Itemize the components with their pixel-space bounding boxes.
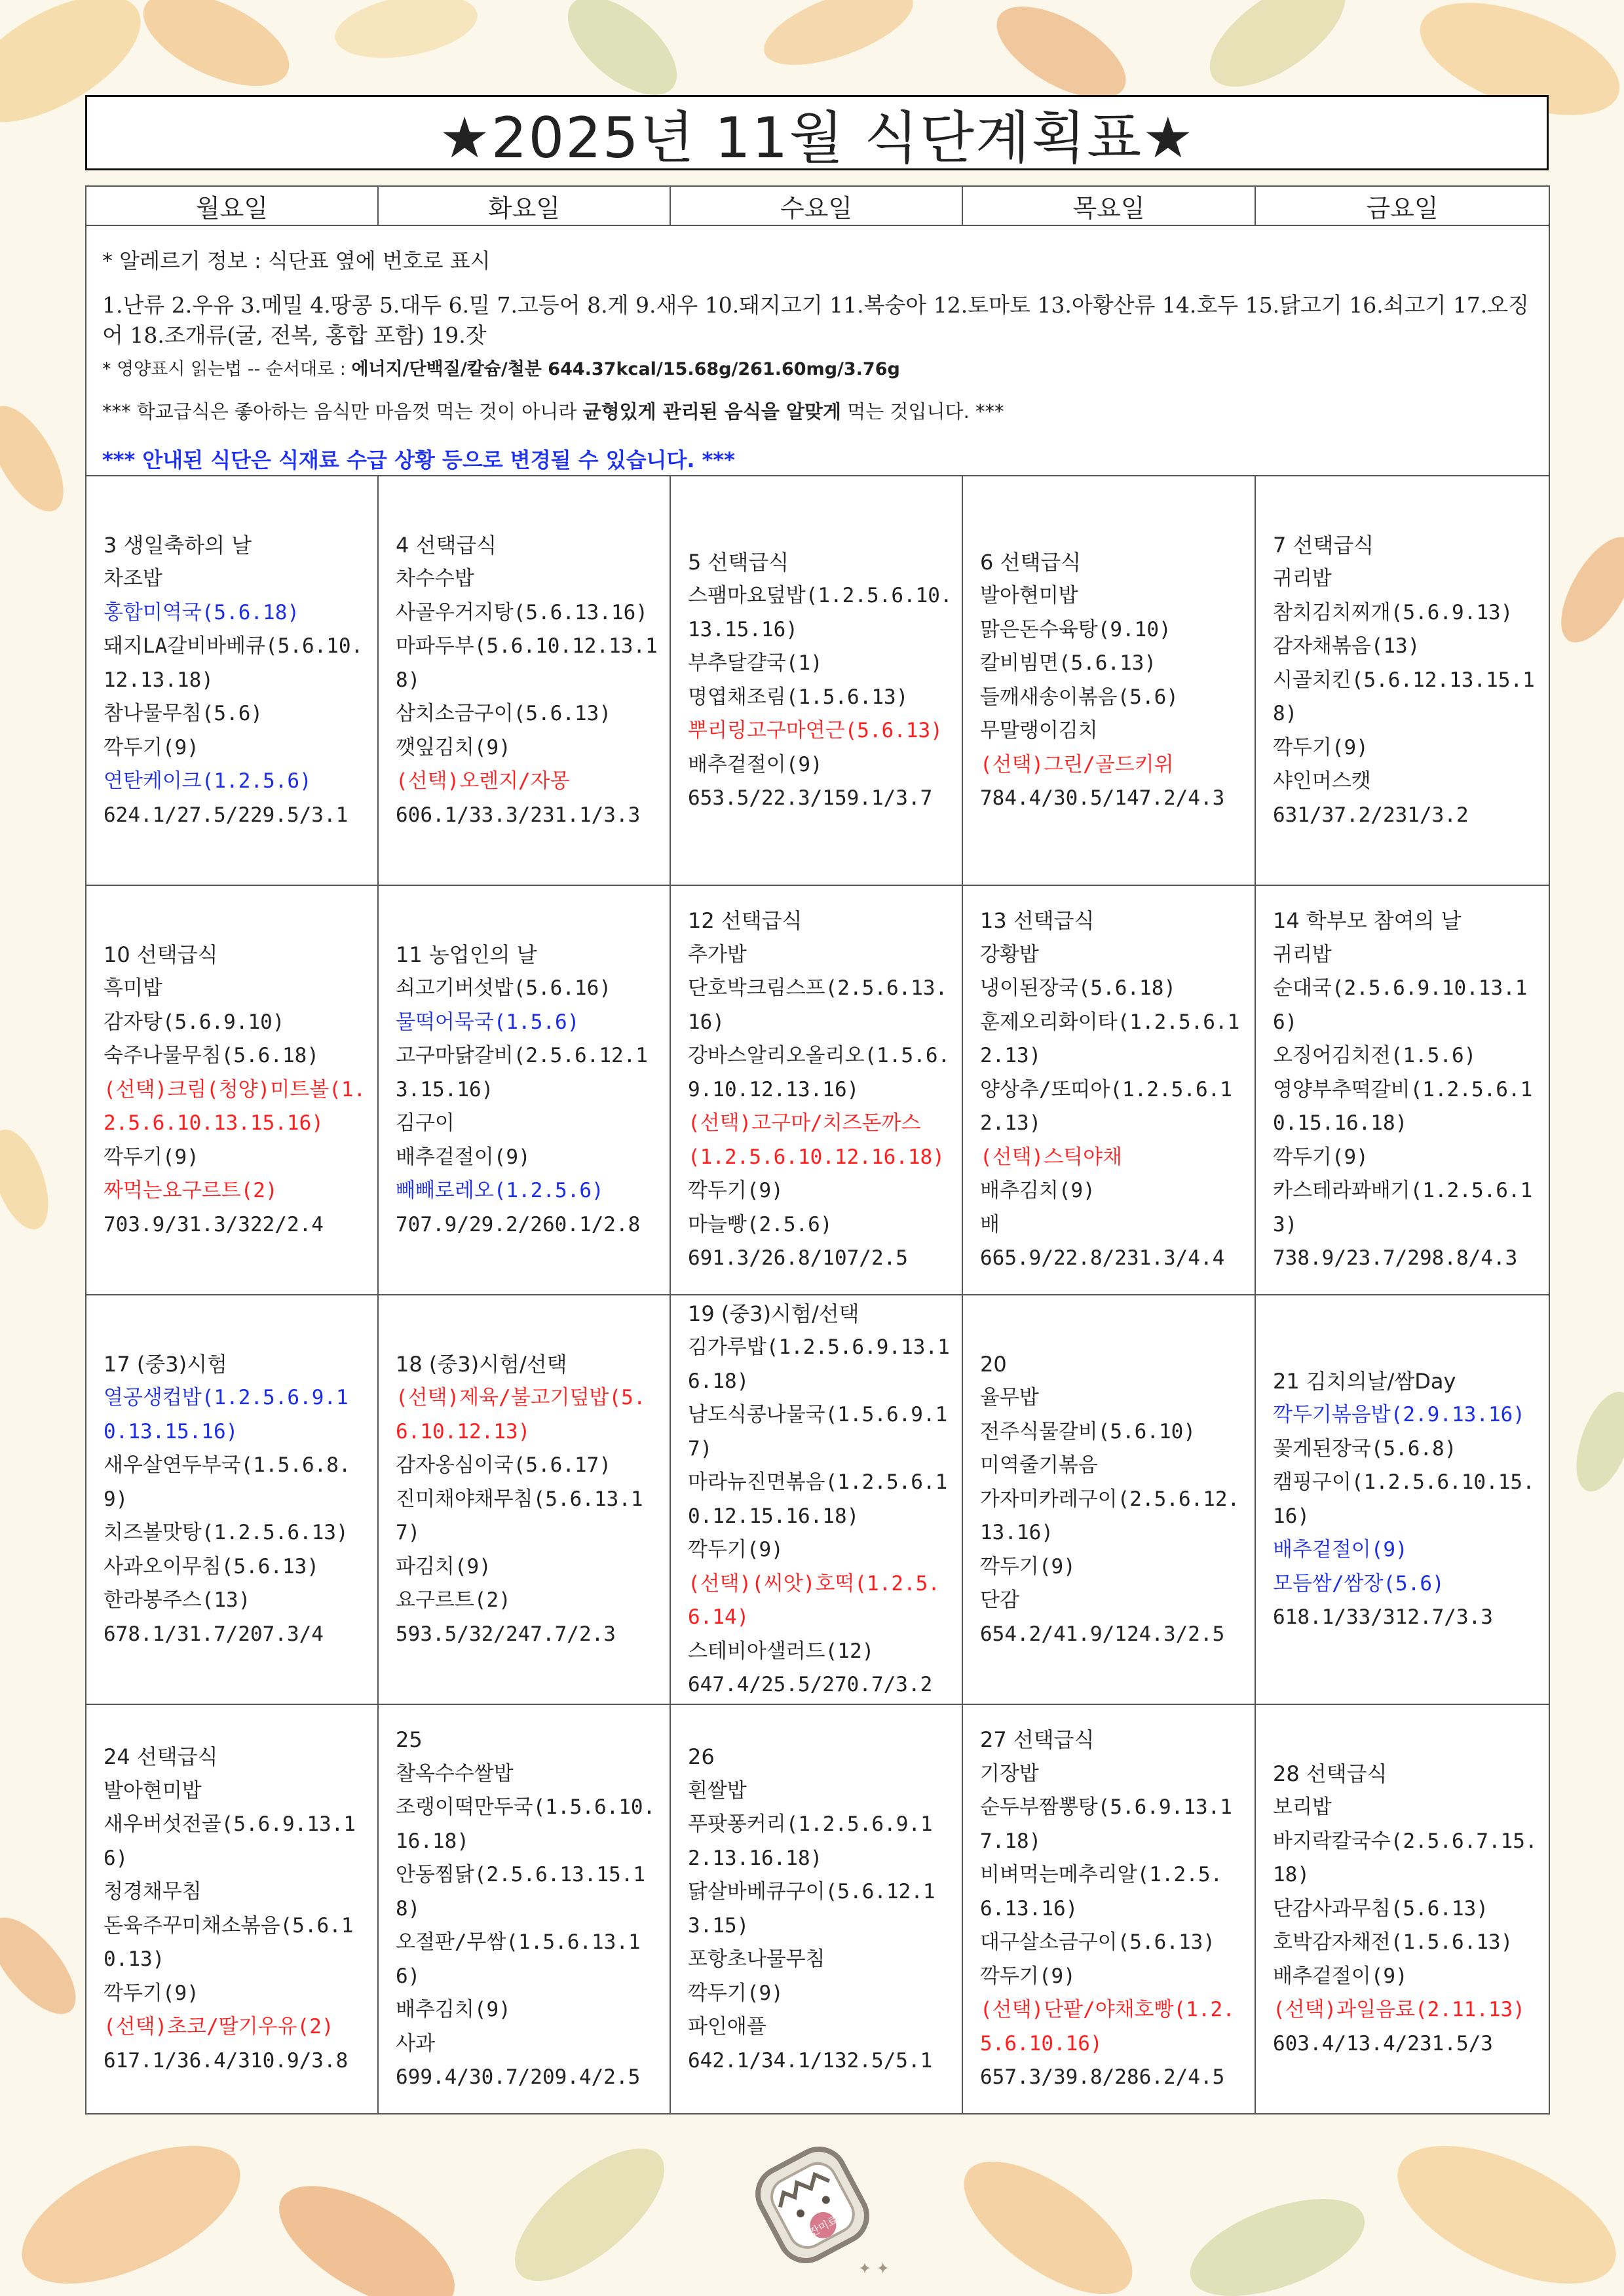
- menu-item: 차수수밥: [396, 567, 474, 591]
- menu-item: 깍두기(9): [104, 735, 199, 759]
- day-cell: [962, 476, 1255, 885]
- meal-message-a: *** 학교급식은 좋아하는 음식만 마음껏 먹는 것이 아니라: [102, 400, 583, 423]
- menu-item: 돈육주꾸미채소볶음(5.6.10.13): [104, 1913, 354, 1971]
- meal-message: [102, 397, 1530, 424]
- menu-item: 미역줄기볶음: [980, 1453, 1098, 1478]
- menu-item: 전주식물갈비(5.6.10): [980, 1419, 1196, 1444]
- day-cell: [378, 1295, 670, 1704]
- menu-item: 남도식콩나물국(1.5.6.9.17): [688, 1403, 948, 1461]
- menu-item: 깍두기(9): [688, 1538, 784, 1561]
- menu-item: 김가루밥(1.2.5.6.9.13.16.18): [688, 1335, 950, 1393]
- menu-item: 푸팟퐁커리(1.2.5.6.9.12.13.16.18): [688, 1812, 933, 1870]
- week-row: [86, 885, 1549, 1295]
- menu-item: (선택)과일음료(2.11.13): [1273, 1998, 1525, 2022]
- day-date: 10 선택급식: [104, 942, 218, 967]
- menu-item: 무말랭이김치: [980, 719, 1098, 742]
- menu-item: 한라봉주스(13): [104, 1588, 251, 1613]
- page-title: ★2025년 11월 식단계획표★: [85, 95, 1549, 170]
- menu-item: 배추김치(9): [980, 1179, 1095, 1203]
- menu-item: 치즈볼맛탕(1.2.5.6.13): [104, 1521, 349, 1545]
- menu-item: 양상추/또띠아(1.2.5.6.12.13): [980, 1077, 1232, 1136]
- menu-item: 감자옹심이국(5.6.17): [396, 1453, 611, 1478]
- menu-item: 깍두기볶음밥(2.9.13.16): [1273, 1403, 1525, 1426]
- menu-item: 명엽채조림(1.5.6.13): [688, 685, 909, 709]
- day-date: 3 생일축하의 날: [104, 532, 252, 558]
- menu-item: 흑미밥: [104, 976, 162, 1001]
- menu-item: 샤인머스캣: [1273, 769, 1371, 794]
- nutrition-value: 665.9/22.8/231.3/4.4: [980, 1246, 1225, 1271]
- menu-item: 오절판/무쌈(1.5.6.13.16): [396, 1930, 641, 1988]
- day-cell: [670, 1295, 962, 1704]
- nutrition-value: 784.4/30.5/147.2/4.3: [980, 786, 1225, 810]
- menu-item: 참나물무침(5.6): [104, 702, 263, 726]
- menu-item: 오징어김치전(1.5.6): [1273, 1044, 1477, 1068]
- menu-item: 깻잎김치(9): [396, 735, 511, 759]
- menu-item: 칼비빔면(5.6.13): [980, 651, 1157, 675]
- menu-item: 율무밥: [980, 1386, 1039, 1410]
- menu-item: 배추겉절이(9): [396, 1145, 531, 1169]
- menu-item: 대구살소금구이(5.6.13): [980, 1930, 1215, 1955]
- meal-message-c: 먹는 것입니다. ***: [841, 400, 1004, 423]
- info-row: [86, 225, 1549, 476]
- menu-item: 파김치(9): [396, 1554, 491, 1578]
- day-date: 6 선택급식: [980, 549, 1082, 575]
- day-cell: [1255, 476, 1549, 885]
- day-date: 26: [688, 1744, 715, 1769]
- day-cell: [86, 1295, 378, 1704]
- menu-item: 배추겉절이(9): [1273, 1964, 1408, 1988]
- nutrition-value: 631/37.2/231/3.2: [1273, 803, 1469, 827]
- day-date: 13 선택급식: [980, 908, 1095, 934]
- menu-item: 강바스알리오올리오(1.5.6.9.10.12.13.16): [688, 1044, 951, 1101]
- menu-item: 마파두부(5.6.10.12.13.18): [396, 634, 658, 692]
- menu-item: (선택)고구마/치즈돈까스(1.2.5.6.10.12.16.18): [688, 1111, 945, 1169]
- day-date: 18 (중3)시험/선택: [396, 1351, 567, 1377]
- menu-item: 짜먹는요구르트(2): [104, 1179, 278, 1203]
- menu-item: 단호박크림스프(2.5.6.13.16): [688, 976, 948, 1034]
- nutrition-value: 678.1/31.7/207.3/4: [104, 1622, 324, 1646]
- menu-item: 뿌리링고구마연근(5.6.13): [688, 719, 943, 742]
- menu-item: 새우버섯전골(5.6.9.13.16): [104, 1812, 356, 1870]
- menu-item: 사과오이무침(5.6.13): [104, 1554, 319, 1578]
- allergy-list: 1.난류 2.우유 3.메밀 4.땅콩 5.대두 6.밀 7.고등어 8.게 9.새우 10.돼지고기 11.복숭아 12.토마토 13.아황산류 14.호두 15.닭고기 16.쇠고기 17.오징어 18.조개류(굴, 전복, 홍합 포함) 19.잣: [102, 292, 1530, 348]
- menu-item: 닭살바베큐구이(5.6.12.13.15): [688, 1880, 935, 1938]
- nutrition-value: 624.1/27.5/229.5/3.1: [104, 803, 349, 827]
- menu-item: 깍두기(9): [688, 1179, 784, 1203]
- week-row: [86, 1704, 1549, 2114]
- nutrition-fields: 에너지/단백질/칼슘/철분: [351, 359, 542, 379]
- menu-item: 마라뉴진면볶음(1.2.5.6.10.12.15.16.18): [688, 1470, 948, 1528]
- menu-item: 강황밥: [980, 942, 1039, 966]
- info-panel: [86, 225, 1549, 476]
- week-row: [86, 1295, 1549, 1704]
- nutrition-value: 617.1/36.4/310.9/3.8: [104, 2048, 349, 2073]
- menu-item: 바지락칼국수(2.5.6.7.15.18): [1273, 1829, 1538, 1887]
- menu-item: 고구마닭갈비(2.5.6.12.13.15.16): [396, 1044, 648, 1101]
- nutrition-value: 657.3/39.8/286.2/4.5: [980, 2065, 1225, 2090]
- menu-item: 숙주나물무침(5.6.18): [104, 1044, 319, 1068]
- day-date: 28 선택급식: [1273, 1761, 1388, 1786]
- weekday-header: 목요일: [962, 186, 1255, 225]
- menu-item: 귀리밥: [1273, 567, 1332, 591]
- menu-item: 보리밥: [1273, 1795, 1332, 1820]
- day-date: 25: [396, 1727, 423, 1753]
- toast-mascot-icon: [727, 2130, 897, 2280]
- menu-item: 포항초나물무침: [688, 1947, 825, 1971]
- menu-item: 배추겉절이(9): [688, 752, 823, 776]
- menu-item: (선택)제육/불고기덮밥(5.6.10.12.13): [396, 1386, 646, 1444]
- menu-item: 새우살연두부국(1.5.6.8.9): [104, 1453, 351, 1511]
- nutrition-value: 707.9/29.2/260.1/2.8: [396, 1212, 641, 1236]
- menu-item: 카스테라꽈배기(1.2.5.6.13): [1273, 1179, 1533, 1236]
- menu-item: 깍두기(9): [1273, 735, 1369, 759]
- nutrition-prefix: * 영양표시 읽는법 -- 순서대로 :: [102, 359, 352, 379]
- menu-item: 깍두기(9): [104, 1145, 199, 1169]
- menu-item: 가자미카레구이(2.5.6.12.13.16): [980, 1487, 1240, 1545]
- nutrition-value: 618.1/33/312.7/3.3: [1273, 1605, 1493, 1629]
- day-cell: [962, 1295, 1255, 1704]
- menu-item: 물떡어묵국(1.5.6): [396, 1010, 580, 1034]
- menu-item: 깍두기(9): [980, 1964, 1076, 1988]
- weekday-header: 금요일: [1255, 186, 1549, 225]
- menu-item: 감자탕(5.6.9.10): [104, 1010, 285, 1034]
- menu-item: 파인애플: [688, 2015, 766, 2038]
- menu-item: 열공생컵밥(1.2.5.6.9.10.13.15.16): [104, 1386, 349, 1444]
- menu-item: (선택)(씨앗)호떡(1.2.5.6.14): [688, 1571, 940, 1629]
- logo-text: 잔미료: [807, 2213, 840, 2239]
- day-cell: [86, 1704, 378, 2114]
- menu-item: 단감사과무침(5.6.13): [1273, 1896, 1488, 1921]
- meal-message-b: 균형있게 관리된 음식을 알맞게: [582, 400, 842, 423]
- nutrition-value: 699.4/30.7/209.4/2.5: [396, 2065, 641, 2090]
- menu-item: 쇠고기버섯밥(5.6.16): [396, 976, 611, 1001]
- day-date: 24 선택급식: [104, 1744, 218, 1769]
- menu-item: 냉이된장국(5.6.18): [980, 976, 1177, 1001]
- menu-item: 안동찜닭(2.5.6.13.15.18): [396, 1863, 646, 1921]
- menu-item: 단감: [980, 1588, 1019, 1613]
- menu-item: 삼치소금구이(5.6.13): [396, 702, 611, 726]
- day-cell: [1255, 1704, 1549, 2114]
- weekday-header: 월요일: [86, 186, 378, 225]
- menu-item: 호박감자채전(1.5.6.13): [1273, 1930, 1513, 1955]
- menu-item: 참치김치찌개(5.6.9.13): [1273, 600, 1513, 624]
- menu-item: 요구르트(2): [396, 1588, 511, 1613]
- menu-item: 순대국(2.5.6.9.10.13.16): [1273, 976, 1528, 1034]
- menu-item: 사골우거지탕(5.6.13.16): [396, 600, 648, 624]
- menu-item: 깍두기(9): [980, 1554, 1076, 1578]
- change-notice: *** 안내된 식단은 식재료 수급 상황 등으로 변경될 수 있습니다. ***: [102, 448, 735, 472]
- menu-item: 맑은돈수육탕(9.10): [980, 617, 1171, 641]
- day-date: 12 선택급식: [688, 908, 803, 934]
- menu-item: 차조밥: [104, 567, 162, 591]
- menu-item: 훈제오리화이타(1.2.5.6.12.13): [980, 1010, 1240, 1068]
- menu-item: 스팸마요덮밥(1.2.5.6.10.13.15.16): [688, 584, 953, 641]
- day-cell: [378, 885, 670, 1295]
- nutrition-value: 642.1/34.1/132.5/5.1: [688, 2048, 933, 2073]
- menu-item: 찰옥수수쌀밥: [396, 1761, 514, 1786]
- day-date: 7 선택급식: [1273, 532, 1374, 558]
- nutrition-guide: [102, 354, 1530, 380]
- menu-item: 진미채야채무침(5.6.13.17): [396, 1487, 643, 1545]
- nutrition-value: 738.9/23.7/298.8/4.3: [1273, 1246, 1518, 1271]
- menu-item: 캠핑구이(1.2.5.6.10.15.16): [1273, 1470, 1535, 1528]
- day-date: 11 농업인의 날: [396, 942, 537, 967]
- menu-item: 조랭이떡만두국(1.5.6.10.16.18): [396, 1795, 656, 1853]
- menu-item: 깍두기(9): [688, 1981, 784, 2005]
- day-cell: [86, 476, 378, 885]
- menu-item: 마늘빵(2.5.6): [688, 1212, 833, 1236]
- day-cell: [1255, 1295, 1549, 1704]
- nutrition-value: 654.2/41.9/124.3/2.5: [980, 1622, 1225, 1646]
- day-cell: [378, 1704, 670, 2114]
- day-cell: [670, 885, 962, 1295]
- menu-item: 기장밥: [980, 1761, 1039, 1786]
- menu-item: (선택)스틱야채: [980, 1145, 1123, 1169]
- day-date: 21 김치의날/쌈Day: [1273, 1368, 1456, 1394]
- sparkle-icon: ✦ ✦: [858, 2259, 890, 2278]
- menu-item: 귀리밥: [1273, 942, 1332, 966]
- menu-item: 발아현미밥: [104, 1778, 202, 1803]
- menu-item: 깍두기(9): [1273, 1145, 1369, 1169]
- menu-item: 돼지LA갈비바베큐(5.6.10.12.13.18): [104, 634, 364, 692]
- nutrition-value: 593.5/32/247.7/2.3: [396, 1622, 616, 1646]
- menu-item: 부추달걀국(1): [688, 651, 823, 675]
- nutrition-value: 606.1/33.3/231.1/3.3: [396, 803, 641, 827]
- menu-item: 연탄케이크(1.2.5.6): [104, 769, 312, 794]
- day-date: 27 선택급식: [980, 1727, 1095, 1753]
- menu-item: 청경채무침: [104, 1880, 202, 1904]
- weekday-header: 화요일: [378, 186, 670, 225]
- weekday-header: 수요일: [670, 186, 962, 225]
- day-cell: [378, 476, 670, 885]
- menu-item: 비벼먹는메추리알(1.2.5.6.13.16): [980, 1863, 1223, 1921]
- menu-item: 순두부짬뽕탕(5.6.9.13.17.18): [980, 1795, 1232, 1853]
- day-date: 19 (중3)시험/선택: [688, 1301, 859, 1326]
- allergy-header: * 알레르기 정보 : 식단표 옆에 번호로 표시: [102, 248, 491, 273]
- nutrition-value: 653.5/22.3/159.1/3.7: [688, 786, 933, 810]
- nutrition-value: 603.4/13.4/231.5/3: [1273, 2031, 1493, 2056]
- day-date: 17 (중3)시험: [104, 1351, 227, 1377]
- menu-item: 추가밥: [688, 942, 747, 966]
- menu-item: (선택)오렌지/자몽: [396, 769, 570, 794]
- menu-item: 발아현미밥: [980, 584, 1078, 607]
- day-cell: [962, 1704, 1255, 2114]
- menu-item: 깍두기(9): [104, 1981, 199, 2005]
- day-date: 14 학부모 참여의 날: [1273, 908, 1462, 934]
- nutrition-value: 703.9/31.3/322/2.4: [104, 1212, 324, 1236]
- day-cell: [670, 476, 962, 885]
- menu-item: (선택)초코/딸기우유(2): [104, 2015, 334, 2038]
- menu-item: 흰쌀밥: [688, 1778, 747, 1803]
- menu-item: 배추김치(9): [396, 1998, 511, 2022]
- day-cell: [962, 885, 1255, 1295]
- day-date: 5 선택급식: [688, 549, 789, 575]
- menu-item: 김구이: [396, 1111, 455, 1136]
- menu-item: 스테비아샐러드(12): [688, 1639, 875, 1663]
- menu-item: 영양부추떡갈비(1.2.5.6.10.15.16.18): [1273, 1077, 1533, 1136]
- nutrition-example: 644.37kcal/15.68g/261.60mg/3.76g: [541, 359, 900, 379]
- week-row: [86, 476, 1549, 885]
- day-date: 20: [980, 1351, 1007, 1377]
- menu-item: 들깨새송이볶음(5.6): [980, 685, 1179, 709]
- menu-item: 감자채볶음(13): [1273, 634, 1420, 659]
- menu-item: 배추겉절이(9): [1273, 1538, 1408, 1561]
- weekday-header-row: [86, 186, 1549, 225]
- menu-item: 모듬쌈/쌈장(5.6): [1273, 1571, 1445, 1596]
- menu-item: 꽃게된장국(5.6.8): [1273, 1436, 1457, 1461]
- menu-item: 홍합미역국(5.6.18): [104, 600, 300, 624]
- day-cell: [86, 885, 378, 1295]
- day-cell: [1255, 885, 1549, 1295]
- menu-item: (선택)단팥/야채호빵(1.2.5.6.10.16): [980, 1998, 1235, 2056]
- menu-item: (선택)크림(청양)미트볼(1.2.5.6.10.13.15.16): [104, 1077, 366, 1136]
- menu-item: 시골치킨(5.6.12.13.15.18): [1273, 668, 1535, 726]
- menu-item: 빼빼로레오(1.2.5.6): [396, 1179, 604, 1203]
- nutrition-value: 691.3/26.8/107/2.5: [688, 1246, 908, 1271]
- menu-table: [85, 185, 1550, 2114]
- menu-item: 배: [980, 1212, 1000, 1236]
- day-date: 4 선택급식: [396, 532, 497, 558]
- nutrition-value: 647.4/25.5/270.7/3.2: [688, 1673, 933, 1696]
- menu-item: (선택)그린/골드키위: [980, 752, 1174, 776]
- day-cell: [670, 1704, 962, 2114]
- menu-item: 사과: [396, 2031, 435, 2056]
